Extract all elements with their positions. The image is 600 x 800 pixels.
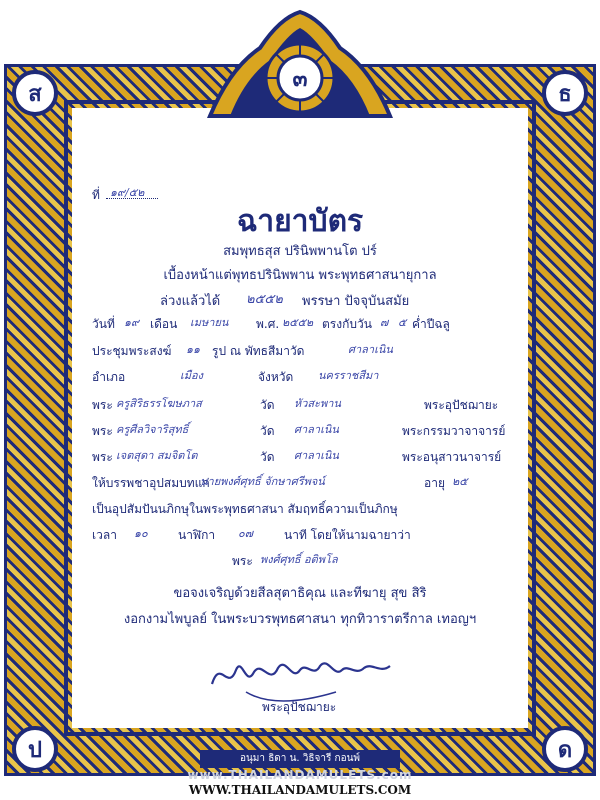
province-value: นครราชสีมา [318, 369, 379, 382]
district-value: เมือง [180, 369, 203, 382]
number-prefix: ที่ [92, 188, 100, 202]
monk-temple: หัวสะพาน [294, 397, 341, 410]
era-line: เบื้องหน้าแต่พุทธปรินิพพาน พระพุทธศาสนายุกาล [163, 268, 437, 283]
corner-letter: ส [28, 80, 42, 107]
preceptor-label: พระอุปัชฌายะ [262, 700, 337, 714]
weekday-value: ๗ [380, 316, 389, 329]
year-value: ๒๕๕๒ [282, 316, 314, 329]
district-label: อำเภอ [92, 370, 126, 384]
blessing-line-1: ขอจงเจริญด้วยสีลสุตาธิคุณ และทีฆายุ สุข สิริ [173, 586, 427, 601]
monk-temple: ศาลาเนิน [294, 423, 339, 436]
blessing-line-2: งอกงามไพบูลย์ ในพระบวรพุทธศาสนา ทุกทิวาราตรีกาล เทอญฯ [123, 612, 477, 627]
day-label: วันที่ [92, 317, 115, 331]
corner-letter: ธ [558, 80, 572, 107]
month-label: เดือน [150, 317, 178, 331]
weekday-label: ตรงกับวัน [322, 317, 372, 331]
ordination-name: นายพงศ์ศุทธิ์ จักษาศรีพจน์ [200, 475, 325, 488]
corner-medallion-bottom-left [12, 726, 58, 772]
corner-letter: ด [557, 736, 573, 763]
monk-role: พระอุปัชฌายะ [424, 398, 499, 412]
monk-dharma-name: พงศ์ศุทธิ์ อติพโล [260, 553, 338, 566]
monk-status-line: เป็นอุปสัมปันนภิกษุในพระพุทธศาสนา สัมฤทธิ์ความเป็นภิกษุ [92, 502, 398, 516]
minute-label: นาที โดยให้นามฉายาว่า [284, 528, 411, 542]
bottom-band-text: อนุมา ธิดา น. วิธิจารี กอนพ์ [200, 750, 400, 768]
age-value: ๒๕ [452, 475, 468, 488]
assembly-count: ๑๑ [186, 343, 200, 356]
year-label: พ.ศ. [256, 317, 280, 331]
monk-temple: ศาลาเนิน [294, 449, 339, 462]
verse-line: สมพุทธสุส ปรินิพพานโต ปร์ [223, 244, 377, 259]
monk-name: เจตสุดา สมจิตโต [116, 449, 198, 462]
passed-label: ล่วงแล้วได้ [160, 294, 221, 309]
ordination-label: ให้บรรพชาอุปสมบทแก่ [92, 476, 210, 490]
corner-medallion-top-left [12, 70, 58, 116]
hour-label: นาฬิกา [178, 528, 216, 542]
watermark: www.THAILANDAMULETS.com [187, 768, 413, 782]
monk-role: พระอนุสาวนาจารย์ [402, 450, 502, 464]
assembly-label: ประชุมพระสงฆ์ [92, 344, 172, 358]
certificate-number: ๑๙/๕๒ [110, 186, 145, 199]
era-year: ๒๕๕๒ [246, 292, 283, 307]
emblem-letter: ๓ [292, 66, 308, 92]
corner-medallion-bottom-right [542, 726, 588, 772]
monk-name: ครูศีลวิจาริสุทธิ์ [116, 423, 189, 436]
monk-prefix: พระ [92, 398, 113, 412]
monk-temple-label: วัด [260, 398, 275, 412]
monk-temple-label: วัด [260, 450, 275, 464]
top-crest-emblem [200, 8, 400, 118]
footer-url-link[interactable]: WWW.THAILANDAMULETS.COM [188, 783, 412, 797]
hour-value: ๑๐ [134, 527, 148, 540]
monk-name: ครูสิริธรรโฆษภาส [116, 397, 202, 410]
minute-value: ๐๗ [238, 527, 253, 540]
assembly-mid: รูป ณ พัทธสีมาวัด [212, 344, 305, 358]
monk-name-prefix: พระ [232, 554, 253, 568]
lunar-value: ๕ [398, 316, 407, 329]
corner-medallion-top-right [542, 70, 588, 116]
certificate-title: ฉายาบัตร [236, 204, 364, 239]
age-label: อายุ [424, 476, 445, 490]
corner-letter: ป [28, 736, 42, 763]
monk-prefix: พระ [92, 450, 113, 464]
day-value: ๑๙ [124, 316, 140, 329]
monk-prefix: พระ [92, 424, 113, 438]
province-label: จังหวัด [258, 370, 294, 384]
passed-tail: พรรษา ปัจจุบันสมัย [302, 294, 410, 309]
month-value: เมษายน [190, 316, 229, 329]
time-label: เวลา [92, 528, 117, 542]
lunar-label: ค่ำปีฉลู [412, 317, 450, 331]
assembly-temple: ศาลาเนิน [348, 343, 393, 356]
monk-temple-label: วัด [260, 424, 275, 438]
monk-role: พระกรรมวาจาจารย์ [402, 424, 506, 438]
